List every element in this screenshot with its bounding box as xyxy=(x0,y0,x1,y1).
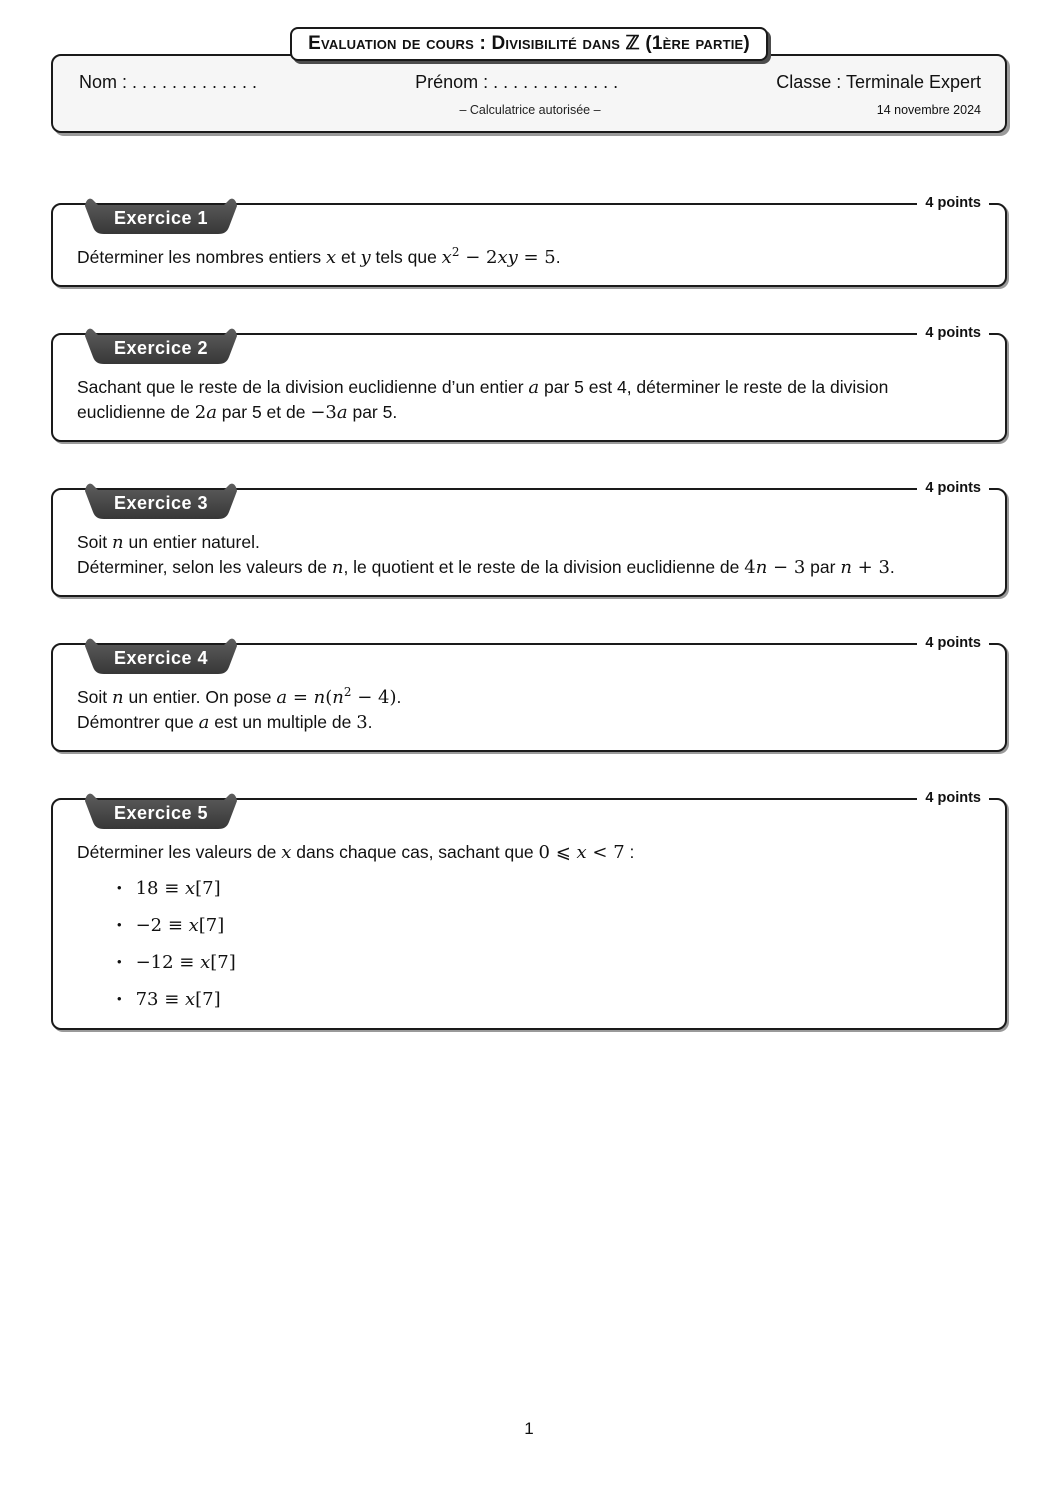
text-segment: dans chaque cas, sachant que xyxy=(291,842,539,862)
text-segment: n xyxy=(332,687,344,708)
paragraph-text xyxy=(77,842,634,862)
text-segment: Déterminer les valeurs de xyxy=(77,842,282,862)
bullet-marker: • xyxy=(117,991,122,1006)
text-segment: , le quotient et le reste de la division euclidienne de xyxy=(343,557,745,577)
bullet-item xyxy=(117,987,981,1013)
paragraph-text xyxy=(136,876,221,901)
exercise-list xyxy=(0,195,1058,1030)
points-label: 4 points xyxy=(917,788,989,809)
text-segment: < 7 xyxy=(586,842,625,863)
text-segment: − 3 xyxy=(767,557,806,578)
text-segment: x xyxy=(325,247,337,268)
text-segment: est un multiple de xyxy=(209,712,357,732)
text-segment: − 4) xyxy=(351,687,397,708)
text-segment: xy xyxy=(497,247,518,268)
exercise-badge-label: Exercice 4 xyxy=(113,648,209,668)
text-segment: [7] xyxy=(195,878,221,899)
text-segment: x xyxy=(200,952,211,973)
text-segment: 3 xyxy=(356,712,368,733)
text-segment: Démontrer que xyxy=(77,712,199,732)
exercise-paragraph xyxy=(77,530,981,555)
points-label: 4 points xyxy=(917,193,989,214)
text-segment: [7] xyxy=(198,915,225,936)
text-segment: x xyxy=(576,842,587,863)
paragraph-text xyxy=(136,950,236,975)
text-segment: un entier. On pose xyxy=(123,687,277,707)
exercise-badge-label: Exercice 1 xyxy=(113,208,209,228)
text-segment: Sachant que le reste de la division euclidienne d’un entier xyxy=(77,377,529,397)
text-segment: n xyxy=(331,557,344,578)
exercise-paragraph xyxy=(77,840,981,865)
exercise-body xyxy=(77,375,981,425)
text-segment: 18 ≡ xyxy=(135,878,185,899)
exercise-paragraph xyxy=(77,555,981,580)
text-segment: 2 xyxy=(194,402,207,423)
text-segment: a xyxy=(276,687,288,708)
text-segment: [7] xyxy=(210,952,236,973)
text-segment: x xyxy=(185,878,196,899)
exercise-badge xyxy=(83,482,239,520)
text-segment: Déterminer, selon les valeurs de xyxy=(77,557,332,577)
exercise-badge-label: Exercice 3 xyxy=(113,493,209,513)
text-segment: x xyxy=(185,989,196,1010)
points-label: 4 points xyxy=(917,323,989,344)
paragraph-text xyxy=(136,987,221,1012)
text-segment: . xyxy=(367,712,373,732)
exercise-badge-label: Exercice 2 xyxy=(113,338,209,358)
text-segment: : xyxy=(624,842,635,862)
points-label: 4 points xyxy=(917,633,989,654)
bullet-marker: • xyxy=(117,954,122,969)
text-segment: a xyxy=(528,377,540,398)
exercise-box xyxy=(51,195,1007,287)
text-segment: n xyxy=(112,687,124,708)
text-segment: par xyxy=(805,557,841,577)
exercise-body xyxy=(77,245,981,270)
exercise-paragraph xyxy=(77,710,981,735)
student-info-box xyxy=(51,54,1007,133)
firstname-field: Prénom : . . . . . . . . . . . . . xyxy=(415,72,619,92)
text-segment: [7] xyxy=(195,989,221,1010)
text-segment: 0 ⩽ xyxy=(538,842,577,863)
exercise-badge xyxy=(83,197,239,235)
exercise-paragraph xyxy=(77,685,981,710)
text-segment: + 3 xyxy=(851,557,890,578)
text-segment: tels que xyxy=(370,247,442,267)
text-segment: x xyxy=(188,915,199,936)
text-segment: a xyxy=(198,712,210,733)
paragraph-text xyxy=(77,712,373,732)
exam-title-box xyxy=(290,27,768,61)
page-number: 1 xyxy=(524,1419,534,1438)
exam-meta-row xyxy=(75,103,985,121)
text-segment: x xyxy=(441,247,452,268)
text-segment: 4 xyxy=(744,557,756,578)
bullet-marker: • xyxy=(117,917,122,932)
text-segment: un entier naturel. xyxy=(123,532,260,552)
text-segment: −3 xyxy=(310,402,337,423)
points-label: 4 points xyxy=(917,478,989,499)
exercise-paragraph xyxy=(77,375,981,425)
paragraph-text xyxy=(77,557,895,577)
paragraph-text xyxy=(77,247,561,267)
exercise-badge xyxy=(83,327,239,365)
text-segment: a xyxy=(206,402,217,423)
class-field: Classe : Terminale Expert xyxy=(776,72,981,92)
text-segment: Déterminer les nombres entiers xyxy=(77,247,326,267)
exercise-box xyxy=(51,480,1007,597)
text-segment: = 5 xyxy=(517,247,556,268)
text-segment: 2 xyxy=(451,245,460,260)
student-info-row xyxy=(75,72,985,93)
exercise-paragraph xyxy=(77,245,981,270)
text-segment: y xyxy=(360,247,371,268)
text-segment: −12 ≡ xyxy=(135,952,201,973)
text-segment: par 5. xyxy=(347,402,398,422)
text-segment: . xyxy=(396,687,402,707)
text-segment: = xyxy=(287,687,314,708)
exercise-badge xyxy=(83,792,239,830)
paragraph-text xyxy=(77,687,401,707)
text-segment: −2 ≡ xyxy=(135,915,189,936)
calculator-note: – Calculatrice autorisée – xyxy=(459,103,601,117)
text-segment: n xyxy=(313,687,326,708)
paragraph-text xyxy=(77,532,260,552)
text-segment: et xyxy=(336,247,361,267)
exam-title: Evaluation de cours : Divisibilité dans ℤ (1ère partie) xyxy=(308,33,750,54)
exercise-box xyxy=(51,325,1007,442)
bullet-item xyxy=(117,876,981,902)
name-field: Nom : . . . . . . . . . . . . . xyxy=(79,72,258,92)
text-segment: 73 ≡ xyxy=(135,989,185,1010)
paragraph-text xyxy=(136,913,225,938)
bullet-marker: • xyxy=(117,880,122,895)
exam-date: 14 novembre 2024 xyxy=(876,103,981,117)
text-segment: ( xyxy=(325,687,333,708)
text-segment: 2 xyxy=(343,685,352,700)
exercise-body xyxy=(77,530,981,580)
text-segment: − 2 xyxy=(459,247,498,268)
text-segment: Soit xyxy=(77,532,113,552)
exercise-box xyxy=(51,790,1007,1030)
text-segment: par 5 et de xyxy=(216,402,311,422)
text-segment: n xyxy=(840,557,852,578)
text-segment: par 5 est 4, déterminer le reste de la division euclidienne de xyxy=(77,377,889,422)
exercise-body xyxy=(77,685,981,735)
exercise-badge-label: Exercice 5 xyxy=(113,803,209,823)
paragraph-text xyxy=(77,377,888,422)
text-segment: Soit xyxy=(77,687,113,707)
exercise-badge xyxy=(83,637,239,675)
text-segment: n xyxy=(112,532,124,553)
text-segment: x xyxy=(281,842,292,863)
bullet-item xyxy=(117,950,981,976)
bullet-item xyxy=(117,913,981,939)
text-segment: n xyxy=(755,557,768,578)
text-segment: a xyxy=(336,402,348,423)
exercise-body xyxy=(77,840,981,1013)
exercise-box xyxy=(51,635,1007,752)
text-segment: . xyxy=(555,247,561,267)
text-segment: . xyxy=(889,557,895,577)
